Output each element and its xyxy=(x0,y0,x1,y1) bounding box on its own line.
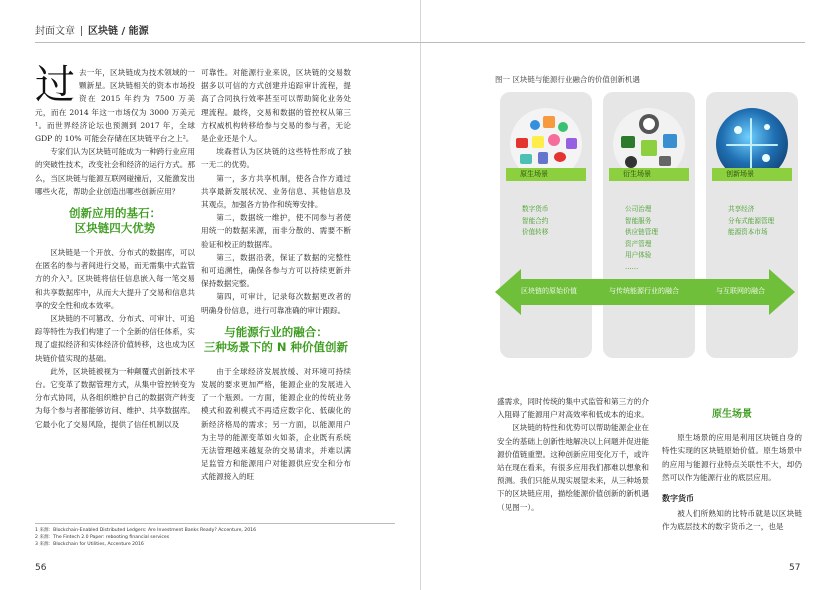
scene-native xyxy=(500,92,592,358)
scene-innovation xyxy=(706,92,798,358)
footnote: 3 来源：Blockchain for Utilities, Accenture 2016 xyxy=(35,542,144,547)
scene-item: 供应链管理 xyxy=(625,228,658,237)
left-column-2 xyxy=(201,66,351,484)
header-topic: 区块链 / 能源 xyxy=(88,26,149,37)
body-paragraph: 第三，数据沿袭，保证了数据的完整性和可追溯性，确保各参与方可以持续更新并保持数据完整。 xyxy=(201,252,351,289)
scene-label: 原生场景 xyxy=(506,168,586,181)
scene-item: 能源资本市场 xyxy=(728,228,768,237)
section-heading-foundation: 创新应用的基石： 区块链四大优势 xyxy=(69,206,161,236)
scene-item-list xyxy=(625,204,658,274)
body-paragraph: 原生场景的应用是利用区块链自身的特性实现的区块链原始价值。原生场景中的应用与能源行业特点关联性不大，却仍然可以作为能源行业的底层应用。 xyxy=(662,433,802,482)
heading-digital-currency: 数字货币 xyxy=(662,494,694,504)
scene-item: 价值转移 xyxy=(522,228,549,237)
body-paragraph: 埃森哲认为区块链的这些特性形成了独一无二的优势。 xyxy=(201,147,351,170)
scene-item: 数字货币 xyxy=(522,205,549,213)
header-rule xyxy=(35,42,805,43)
heading-native-scene: 原生场景 xyxy=(712,409,752,420)
body-paragraph: 区块链的不可篡改、分布式、可审计、可追踪等特性为我们构建了一个全新的信任体系，实现了虚拟经济和实体经济价值转移，这也成为区块链价值实现的基础。 xyxy=(35,314,195,363)
scene-item: …… xyxy=(625,262,639,271)
scene-derivative xyxy=(603,92,695,358)
intro-paragraph: 去一年，区块链成为技术领域的一颗新星。区块链相关的资本市场投资在 2015 年约为 7500 万美元，而在 2014 年这一市场仅为 3000 万美元¹。而世界经济论坛也预测到 2017 年，全球 GDP 的 10% 可能会存储在区块链平台之上²。 xyxy=(35,68,195,144)
header-section: 封面文章 xyxy=(35,26,75,37)
body-paragraph: 第二，数据统一维护，使不同参与者使用统一的数据来源，而非分散的、需要不断验证和校正的数据库。 xyxy=(201,213,351,249)
body-paragraph: 区块链是一个开放、分布式的数据库，可以在匿名的参与者间进行交易，而无需集中式监管方的介入³。区块链将信任信息嵌入每一笔交易和共享数据库中，从而大大提升了交易和信息共享的安全性和成本效率。 xyxy=(35,248,195,310)
arrow-label: 与传统能源行业的融合 xyxy=(609,287,679,295)
page-header xyxy=(35,22,149,37)
scene-item-list xyxy=(522,204,548,239)
scene-item: 资产管理 xyxy=(625,239,652,248)
scene-label: 创新场景 xyxy=(712,168,792,181)
scene-item: 智能服务 xyxy=(625,216,652,225)
scene-item: 智能合约 xyxy=(522,216,549,225)
footnote: 2 来源：The Fintech 2.0 Paper: rebooting financial services xyxy=(35,535,170,540)
body-paragraph: 被人们所熟知的比特币就是以区块链作为底层技术的数字货币之一，也是 xyxy=(662,509,802,532)
body-paragraph: 第一，多方共享机制，使各合作方通过共享最新发展状况、业务信息、其他信息及其观点，加强各方协作和统筹安排。 xyxy=(201,173,351,210)
arrow-label: 与互联网的融合 xyxy=(716,287,765,295)
footnotes xyxy=(35,523,395,548)
section-heading-integration: 与能源行业的融合： 三种场景下的 N 种价值创新 xyxy=(203,324,349,354)
body-paragraph: 由于全球经济发展放缓、对环境可持续发展的要求更加严格，能源企业的发展进入了一个瓶颈。一方面，能源企业的传统业务模式和盈利模式不再适应数字化、低碳化的新经济格局的需求；另一方面，以能源用户为主导的能源变革如火如荼，企业既有系统无法管理越来越复杂的交易请求，并难以满足监管方和能源用户对能源供应安全和分布式能源接入的旺 xyxy=(201,366,351,482)
scene-item: 公司治理 xyxy=(625,205,652,213)
scene-item: 共享经济 xyxy=(728,205,755,213)
scene-label: 衍生场景 xyxy=(609,168,689,181)
page-number: 56 xyxy=(35,563,47,573)
scene-item: 分布式能源管理 xyxy=(728,216,775,225)
left-column-1 xyxy=(35,62,195,431)
scene-item-list xyxy=(728,204,774,239)
body-paragraph: 专家们认为区块链可能成为一种跨行业应用的突破性技术，改变社会和经济的运行方式。那么，当区块链与能源互联网碰撞后，又能激发出哪些火花，帮助企业创造出哪些创新应用？ xyxy=(35,147,195,196)
right-column-2 xyxy=(662,408,802,534)
figure-caption: 图一 区块链与能源行业融合的价值创新机遇 xyxy=(495,75,640,84)
body-paragraph: 盛需求，同时传统的集中式监管和第三方的介入阻碍了能源用户对高效率和低成本的追求。 xyxy=(497,397,649,420)
arrow-label: 区块链的原始价值 xyxy=(521,287,577,295)
page-number: 57 xyxy=(789,563,801,573)
drop-cap: 过 xyxy=(35,62,75,108)
body-paragraph: 第四，可审计，记录每次数据更改者的明确身份信息，进行可靠准确的审计跟踪。 xyxy=(201,292,351,315)
body-paragraph: 可靠性。对能源行业来说，区块链的交易数据多以可信的方式创建并追踪审计流程，提高了合同执行效率甚至可以帮助简化业务处理流程。最终，交易和数据的管控权从第三方权威机构转移给参与交易的参与者，无论是企业还是个人。 xyxy=(201,68,351,144)
scene-item: 用户体验 xyxy=(625,251,652,260)
right-column-1 xyxy=(497,395,649,514)
body-paragraph: 区块链的特性和优势可以帮助能源企业在安全的基础上创新性地解决以上问题并促进能源价值链重塑。这种创新应用变化万千，或许站在现在看来，有很多应用我们都难以想象和预测。我们只能从现实展望未来，从三种场景下的区块链应用，描绘能源价值创新的新机遇（见图一）。 xyxy=(497,423,649,512)
body-paragraph: 此外，区块链被视为一种颠覆式创新技术平台。它变革了数据管理方式，从集中管控转变为分布式协同，从各组织维护自己的数据资产转变为每个参与者都能够访问、维护、共享数据库。它最小化了交易风险，提供了信任机制以及 xyxy=(35,366,195,429)
footnote: 1 来源：Blockchain-Enabled Distributed Ledgers: Are Investment Banks Ready? Accenture, 2016 xyxy=(35,528,257,533)
